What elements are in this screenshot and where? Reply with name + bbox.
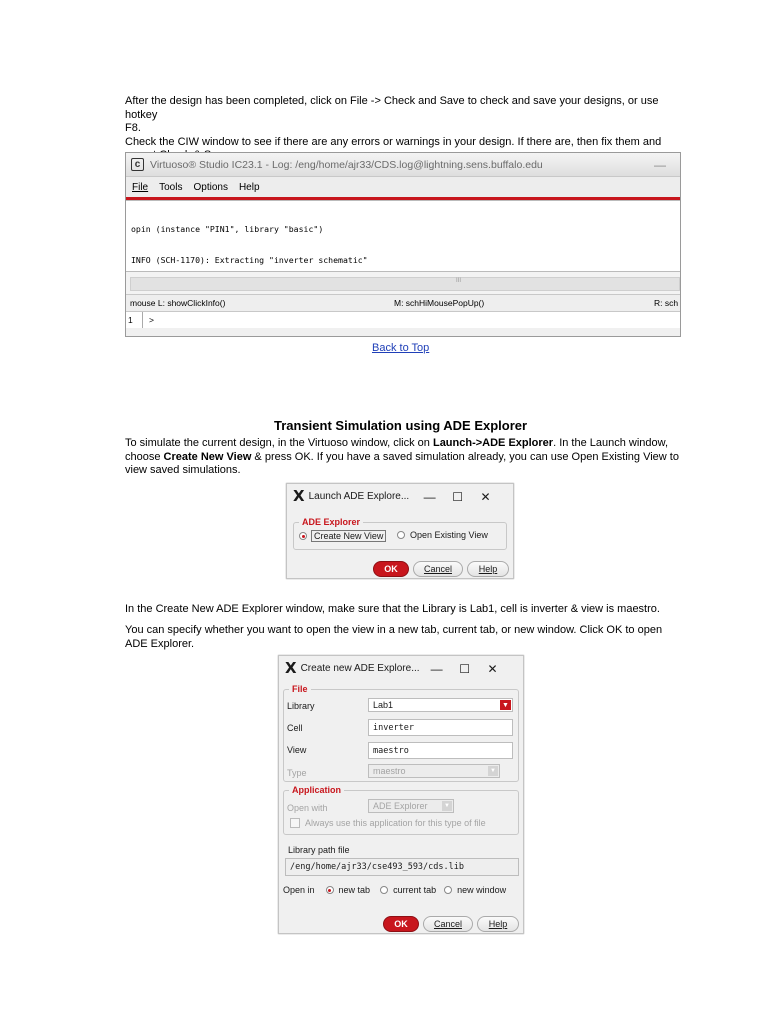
current-tab-label[interactable]: current tab: [393, 885, 437, 895]
open-in-label: Open in: [283, 885, 315, 895]
cancel-button[interactable]: Cancel: [413, 561, 463, 577]
ok-button[interactable]: OK: [383, 916, 419, 932]
chevron-down-icon: ▼: [488, 766, 498, 776]
dialog-titlebar: [287, 484, 513, 509]
log-line: opin (instance "PIN1", library "basic"): [131, 224, 324, 235]
ciw-title: Virtuoso® Studio IC23.1 - Log: /eng/home/ajr33/CDS.log@lightning.sens.buffalo.edu: [150, 158, 543, 171]
open-with-value: ADE Explorer: [373, 801, 428, 811]
text: view saved simulations.: [125, 464, 241, 476]
intro-line: After the design has been completed, click on File -> Check and Save to check and save your designs, or use hotkey: [125, 95, 659, 121]
open-existing-view-option[interactable]: [397, 530, 488, 540]
radio-icon[interactable]: [380, 886, 388, 894]
menu-tools[interactable]: Tools: [159, 181, 183, 193]
section-heading: Transient Simulation using ADE Explorer: [274, 418, 528, 433]
minimize-icon[interactable]: —: [430, 661, 443, 676]
minimize-icon[interactable]: —: [654, 157, 666, 172]
cell-label: Cell: [287, 723, 303, 733]
section-paragraph: [125, 437, 685, 478]
ok-button[interactable]: OK: [373, 561, 409, 577]
launch-ade-dialog: [286, 483, 514, 579]
cell-input[interactable]: [368, 719, 513, 736]
cadence-x-icon: X: [285, 659, 297, 677]
chevron-down-icon[interactable]: ▼: [500, 700, 511, 710]
status-mid: M: schHiMousePopUp(): [394, 298, 485, 308]
library-value: Lab1: [373, 700, 394, 710]
cell-value: inverter: [373, 722, 414, 733]
view-value: maestro: [373, 745, 409, 756]
checkbox-label: Always use this application for this type of file: [305, 818, 486, 828]
new-tab-label[interactable]: new tab: [338, 885, 371, 895]
menu-options[interactable]: Options: [193, 181, 228, 193]
group-title: Application: [289, 785, 344, 795]
ciw-status-bar: [126, 295, 680, 312]
intro-line: F8.: [125, 122, 141, 134]
group-title: ADE Explorer: [299, 517, 363, 527]
ciw-window: [125, 152, 681, 337]
dialog-buttons: [383, 916, 519, 932]
library-label: Library: [287, 701, 315, 711]
file-group: [283, 684, 519, 782]
library-select[interactable]: [368, 698, 513, 712]
text: & press OK. If you have a saved simulation already, you can use Open Existing View to: [251, 450, 679, 463]
log-line: INFO (SCH-1170): Extracting "inverter schematic": [131, 255, 368, 266]
chevron-down-icon: ▼: [442, 801, 452, 811]
text-bold: Launch->ADE Explorer: [432, 437, 554, 449]
cadence-x-icon: X: [293, 487, 305, 505]
library-path-field[interactable]: [285, 858, 519, 876]
text: To simulate the current design, in the Virtuoso window, click on: [125, 437, 433, 449]
close-icon[interactable]: ✕: [480, 489, 491, 504]
checkbox-icon: [290, 818, 300, 828]
minimize-icon[interactable]: —: [423, 489, 436, 504]
type-label: Type: [287, 768, 307, 778]
create-ade-dialog: [278, 655, 524, 934]
text: You can specify whether you want to open the view in a new tab, current tab, or new window. Click OK to open: [125, 624, 663, 636]
dialog-title: Launch ADE Explore...: [308, 491, 410, 502]
always-use-checkbox: [290, 818, 486, 828]
prompt-char: >: [149, 315, 154, 325]
status-left: mouse L: showClickInfo(): [130, 298, 226, 308]
text: choose: [125, 450, 164, 463]
dialog-buttons: [373, 561, 509, 577]
radio-icon[interactable]: [444, 886, 452, 894]
ciw-menubar: [126, 177, 680, 197]
scrollbar-thumb[interactable]: [130, 277, 680, 291]
group-title: File: [289, 684, 311, 694]
cancel-button[interactable]: Cancel: [423, 916, 473, 932]
help-button[interactable]: Help: [477, 916, 519, 932]
application-group: [283, 785, 519, 835]
ciw-log-area[interactable]: [126, 200, 680, 272]
create-new-view-option[interactable]: [299, 530, 386, 542]
option-label: Open Existing View: [410, 530, 488, 540]
ciw-command-line[interactable]: [126, 312, 680, 328]
virtuoso-logo-icon: c: [131, 158, 144, 171]
view-label: View: [287, 745, 307, 755]
open-in-row: [283, 885, 506, 895]
text-bold: Create New View: [163, 450, 252, 463]
ciw-titlebar: [126, 153, 680, 177]
status-right: R: sch: [654, 298, 679, 308]
scroll-grip-icon: III: [456, 278, 462, 284]
text: . In the Launch window,: [553, 437, 669, 449]
dialog-titlebar: [279, 656, 523, 681]
spec-paragraph: [125, 624, 685, 651]
ciw-horizontal-scrollbar[interactable]: [126, 272, 680, 295]
new-window-label[interactable]: new window: [457, 885, 507, 895]
close-icon[interactable]: ✕: [487, 661, 498, 676]
radio-selected-icon[interactable]: [326, 886, 334, 894]
back-to-top-link[interactable]: Back to Top: [372, 342, 430, 354]
prompt-number: 1: [126, 312, 143, 328]
maximize-icon[interactable]: ☐: [452, 489, 463, 504]
maximize-icon[interactable]: ☐: [459, 661, 470, 676]
radio-selected-icon[interactable]: [299, 532, 307, 540]
create-paragraph: In the Create New ADE Explorer window, make sure that the Library is Lab1, cell is inverter & view is maestro.: [125, 603, 660, 615]
intro-line: Check the CIW window to see if there are any errors or warnings in your design. If there are, then fix them and: [125, 135, 662, 148]
type-value: maestro: [373, 766, 406, 776]
view-input[interactable]: [368, 742, 513, 759]
help-button[interactable]: Help: [467, 561, 509, 577]
radio-icon[interactable]: [397, 531, 405, 539]
menu-help[interactable]: Help: [238, 181, 260, 193]
type-select: [368, 764, 500, 778]
menu-file[interactable]: File: [132, 181, 149, 193]
open-with-label: Open with: [287, 803, 328, 813]
open-with-select: [368, 799, 454, 813]
library-path-label: Library path file: [288, 845, 350, 855]
ade-explorer-group: [293, 517, 507, 550]
option-label: Create New View: [311, 530, 386, 542]
text: ADE Explorer.: [125, 637, 195, 650]
dialog-title: Create new ADE Explore...: [300, 663, 420, 674]
library-path-value: /eng/home/ajr33/cse493_593/cds.lib: [290, 862, 464, 872]
